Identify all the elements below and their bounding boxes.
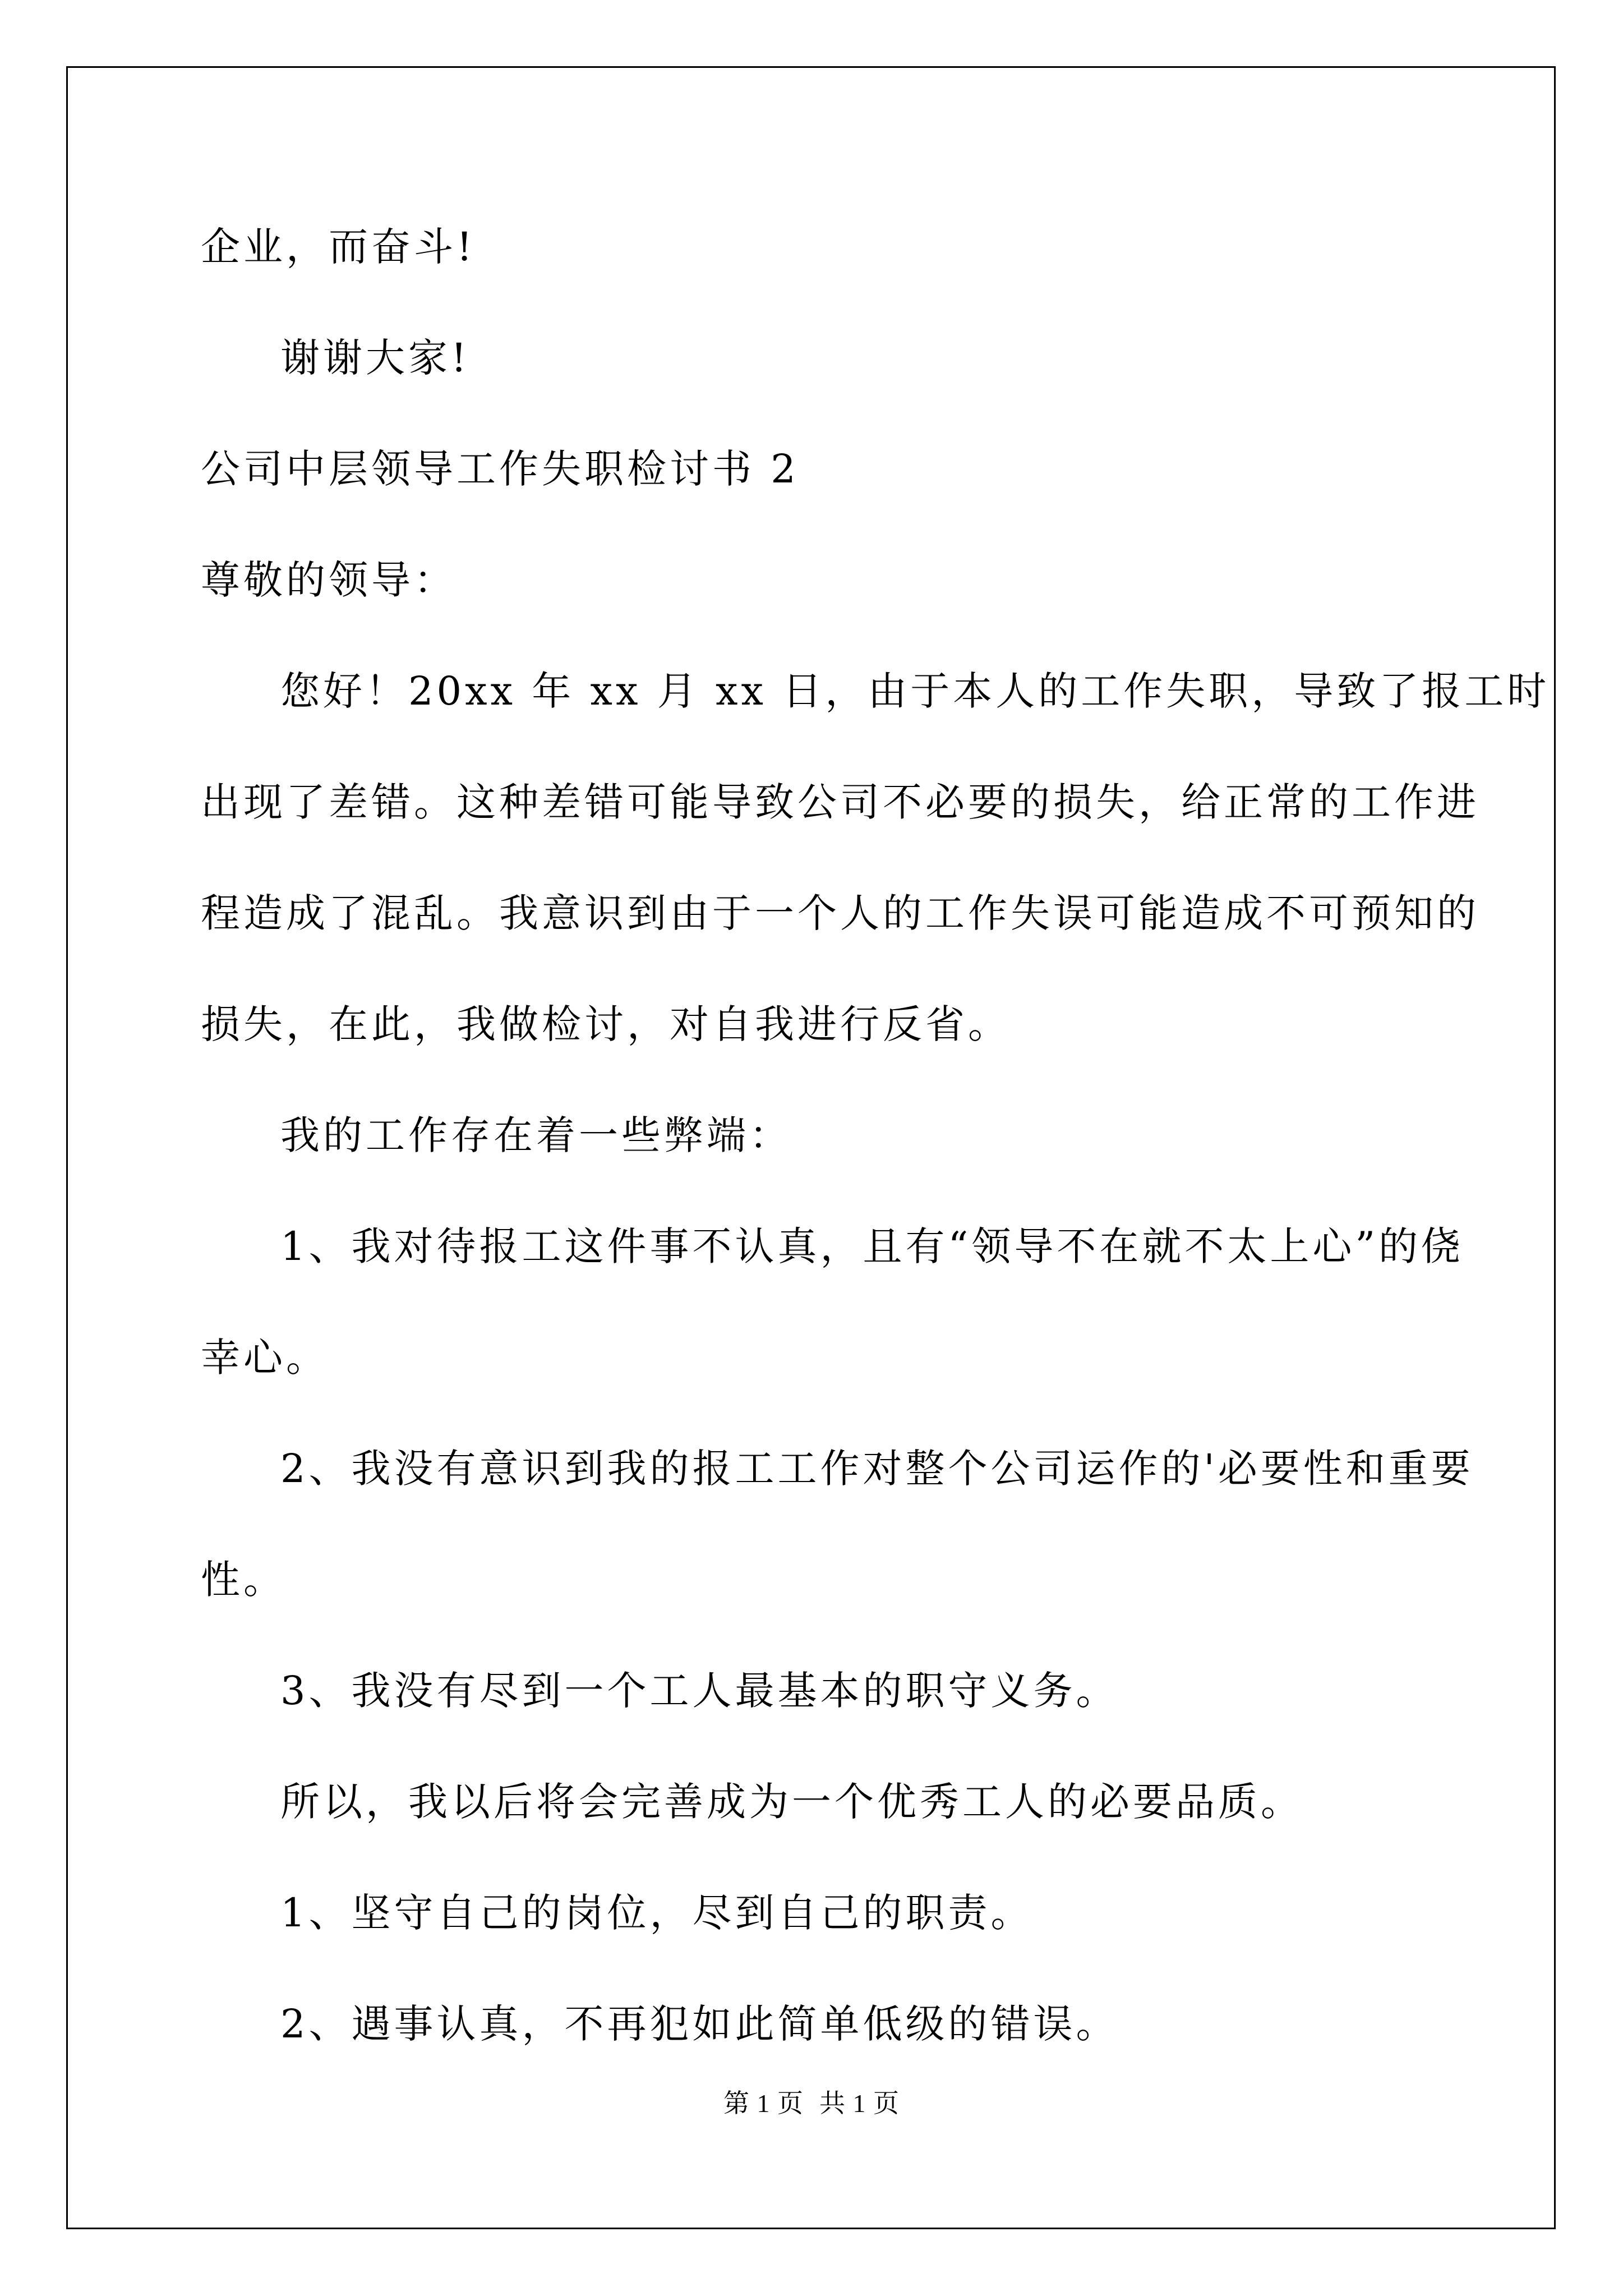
list-item: 2、遇事认真，不再犯如此简单低级的错误。 (280, 2001, 1119, 2047)
body-line: 企业，而奋斗! (201, 224, 476, 270)
page-footer (0, 2088, 1623, 2119)
list-item: 3、我没有尽到一个工人最基本的职守义务。 (280, 1668, 1119, 1714)
salutation: 尊敬的领导： (201, 557, 457, 603)
section-title: 公司中层领导工作失职检讨书 2 (201, 446, 799, 492)
list-item-continuation: 性。 (201, 1557, 286, 1603)
page-number: 第 1 页 (723, 2089, 804, 2118)
body-line: 谢谢大家! (280, 335, 471, 381)
list-item: 1、坚守自己的岗位，尽到自己的职责。 (280, 1890, 1034, 1936)
body-line: 出现了差错。这种差错可能导致公司不必要的损失，给正常的工作进 (201, 779, 1479, 825)
list-item: 2、我没有意识到我的报工工作对整个公司运作的'必要性和重要 (280, 1446, 1474, 1492)
body-line: 所以，我以后将会完善成为一个优秀工人的必要品质。 (280, 1779, 1303, 1825)
body-line: 损失，在此，我做检讨，对自我进行反省。 (201, 1001, 1011, 1047)
body-line: 您好！20xx 年 xx 月 xx 日，由于本人的工作失职，导致了报工时 (280, 668, 1550, 714)
page-total: 共 1 页 (819, 2089, 900, 2118)
list-item-continuation: 幸心。 (201, 1335, 329, 1381)
body-line: 我的工作存在着一些弊端： (280, 1112, 792, 1158)
list-item: 1、我对待报工这件事不认真，且有“领导不在就不太上心”的侥 (280, 1223, 1464, 1269)
body-line: 程造成了混乱。我意识到由于一个人的工作失误可能造成不可预知的 (201, 890, 1479, 936)
